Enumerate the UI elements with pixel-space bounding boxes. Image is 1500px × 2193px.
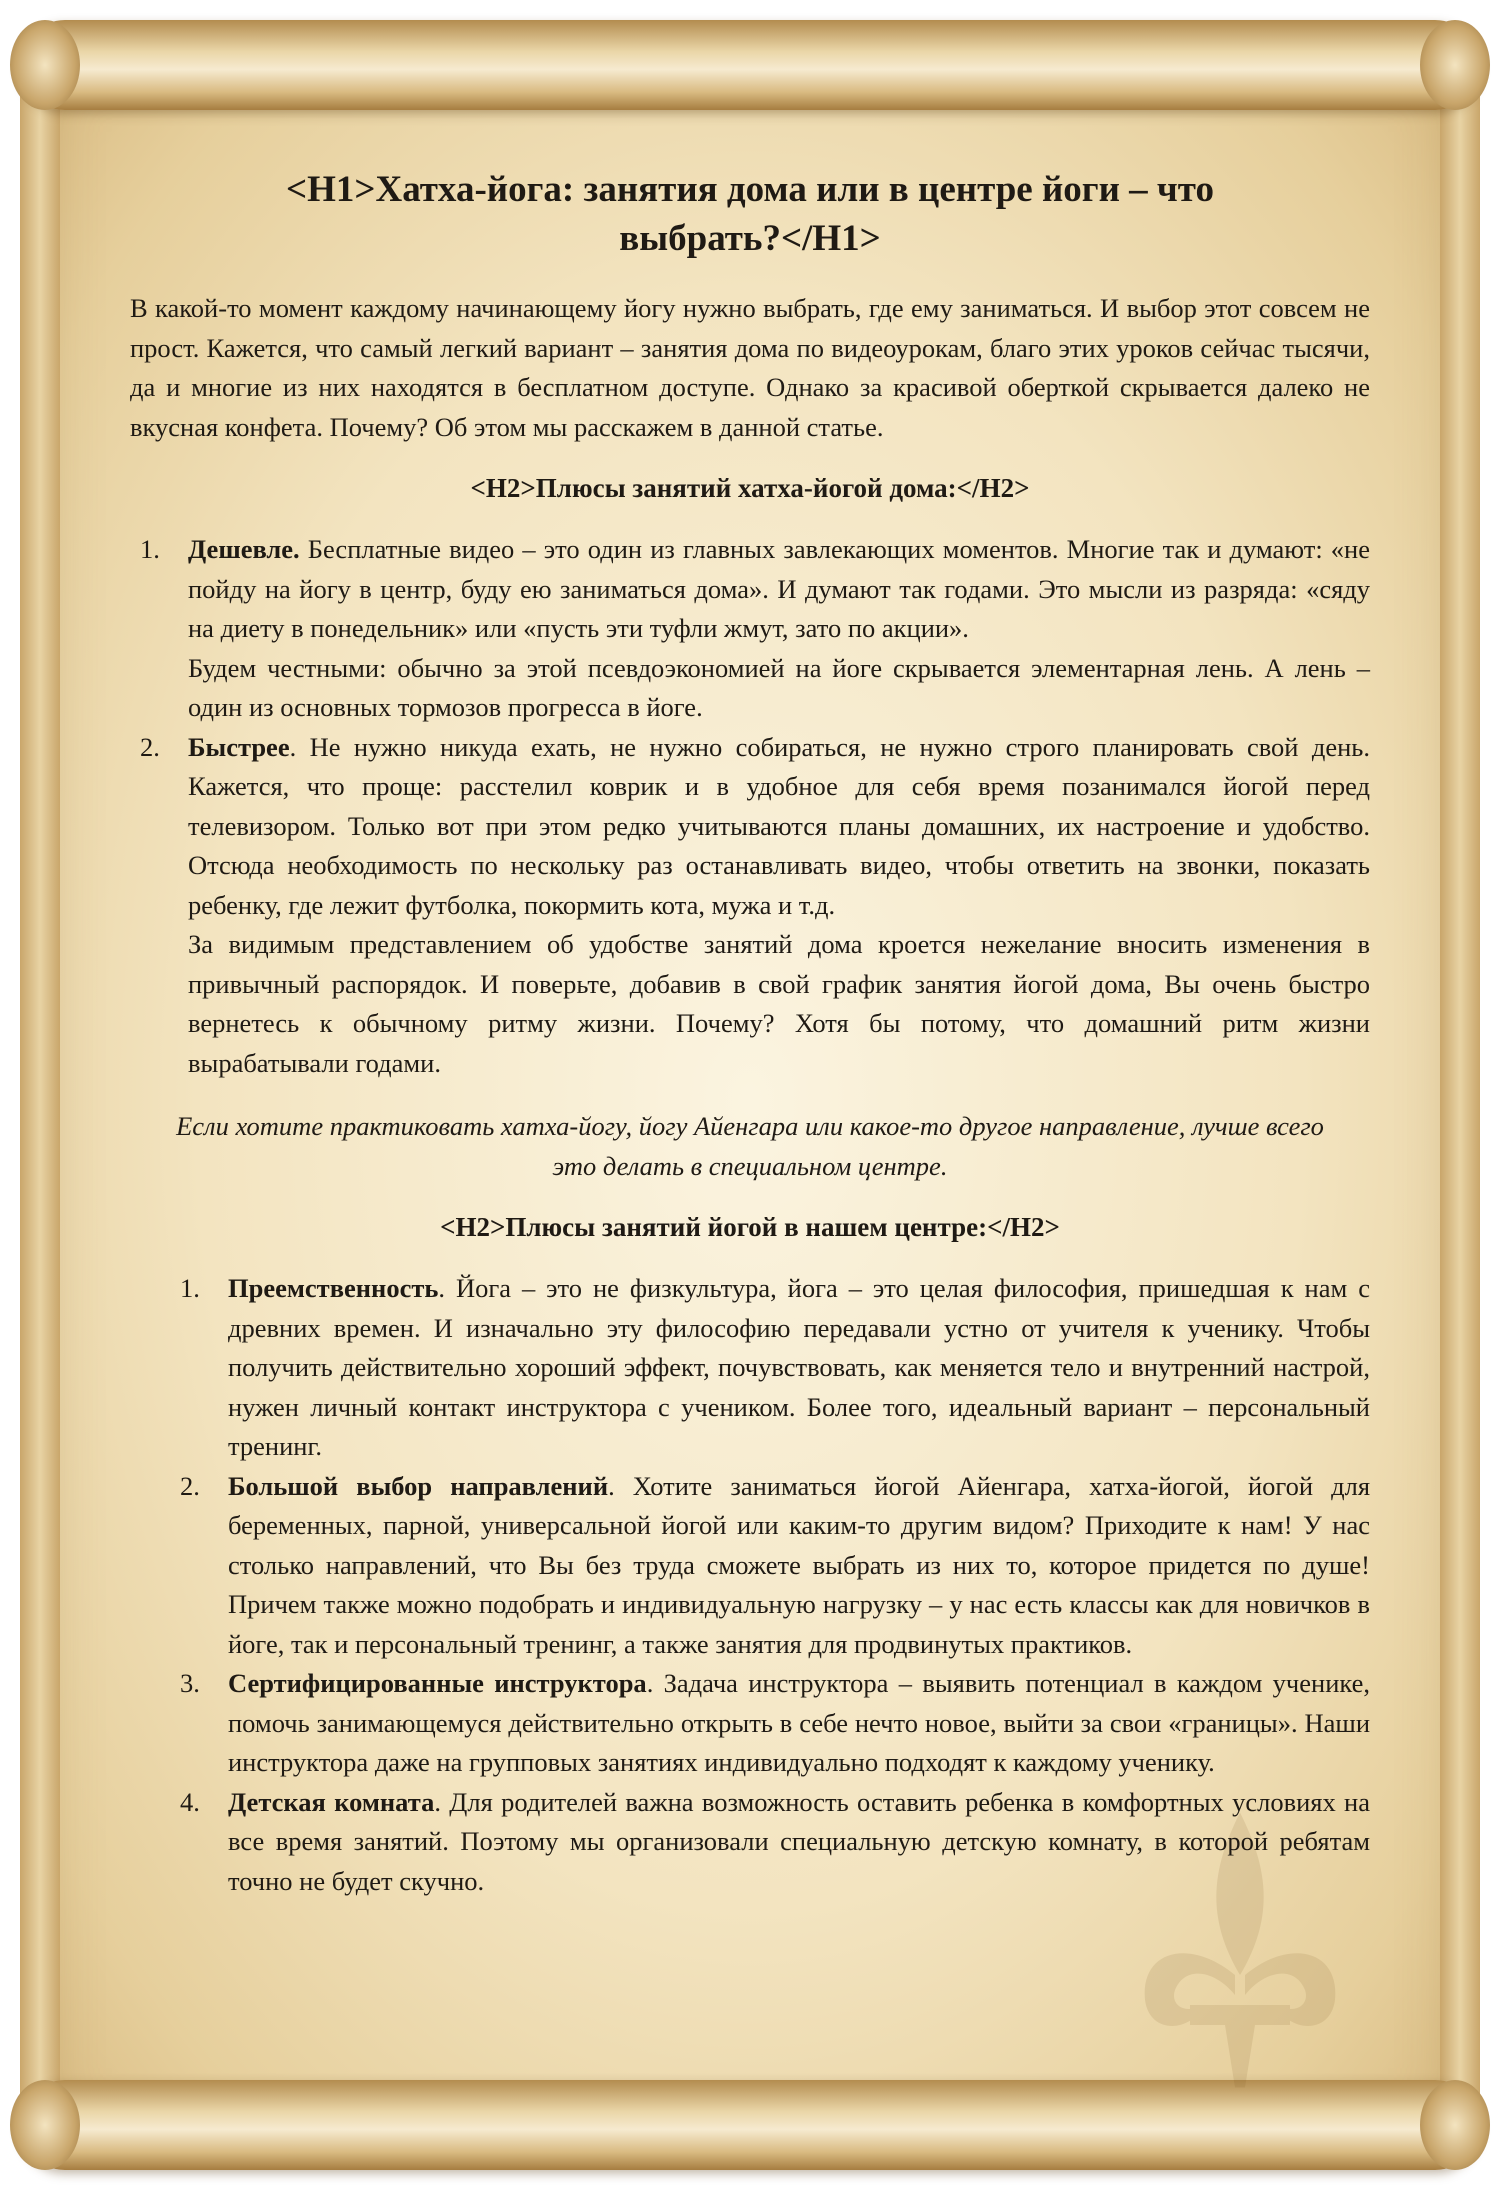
item-extra: За видимым представлением об удобстве занятий дома кроется нежелание вносить изменения в привычный распорядок. И поверьте, добавив в свой график занятия йогой дома, Вы очень быстро вернетесь к обычному ритму жизни. Почему? Хотя бы потому, что домашний ритм жизни вырабатывали годами. xyxy=(188,929,1370,1078)
item-title: Большой выбор направлений xyxy=(228,1470,609,1501)
list-item xyxy=(180,1664,1370,1783)
item-text: . Для родителей важна возможность оставить ребенка в комфортных условиях на все время занятий. Поэтому мы организовали специальную детскую комнату, в которой ребятам точно не будет скучно. xyxy=(228,1786,1370,1896)
item-text: . Йога – это не физкультура, йога – это целая философия, пришедшая к нам с древних времен. И изначально эту философию передавали устно от учителя к ученику. Чтобы получить действительно хороший эффект, почувствовать, как меняется тело и внутренний настрой, нужен личный контакт инструктора с учеником. Более того, идеальный вариант – персональный тренинг. xyxy=(228,1273,1370,1461)
scroll-roll-top-left-end xyxy=(10,20,80,110)
item-title: Сертифицированные инструктора xyxy=(228,1668,647,1698)
list-item xyxy=(140,728,1370,1084)
scroll-edge-right xyxy=(1440,60,1480,2140)
item-title: Детская комната xyxy=(228,1786,435,1817)
list-number: 2. xyxy=(140,731,160,762)
list-number: 3. xyxy=(180,1668,200,1698)
list-number: 1. xyxy=(140,534,160,564)
list-item xyxy=(180,1467,1370,1665)
item-text: . Хотите заниматься йогой Айенгара, хатха-йогой, йогой для беременных, парной, универсальной йогой или каким-то другим видом? Приходите к нам! У нас столько направлений, что Вы без труда сможете выбрать из них то, которое придется по душе! Причем также можно подобрать и индивидуальную нагрузку – у нас есть классы как для новичков в йоге, так и персональный тренинг, а также занятия для продвинутых практиков. xyxy=(228,1470,1371,1659)
item-title: Быстрее xyxy=(188,731,290,762)
scroll-roll-top xyxy=(20,20,1480,110)
scroll-roll-bottom-left-end xyxy=(10,2080,80,2170)
list-number: 1. xyxy=(180,1273,200,1303)
item-text: . Задача инструктора – выявить потенциал в каждом ученике, помочь занимающемуся действительно открыть в себе нечто новое, выйти за свои «границы». Наши инструктора даже на групповых занятиях индивидуально подходят к каждому ученику. xyxy=(228,1668,1370,1777)
section-heading-home: <H2>Плюсы занятий хатха-йогой дома:</H2> xyxy=(470,473,1030,503)
list-item xyxy=(180,1783,1370,1902)
section-heading-center: <H2>Плюсы занятий йогой в нашем центре:</H2> xyxy=(440,1212,1060,1242)
page-title: <H1>Хатха-йога: занятия дома или в центре йоги – что выбрать?</H1> xyxy=(286,169,1214,259)
list-item xyxy=(180,1269,1370,1467)
scroll-roll-top-right-end xyxy=(1420,20,1490,110)
intro-paragraph: В какой-то момент каждому начинающему йогу нужно выбрать, где ему заниматься. И выбор этот совсем не прост. Кажется, что самый легкий вариант – занятия дома по видеоурокам, благо этих уроков сейчас тысячи, да и многие из них находятся в бесплатном доступе. Однако за красивой оберткой скрывается далеко не вкусная конфета. Почему? Об этом мы расскажем в данной статье. xyxy=(130,293,1370,442)
list-item xyxy=(140,530,1370,728)
highlight-quote: Если хотите практиковать хатха-йогу, йогу Айенгара или какое-то другое направление, лучше всего это делать в специальном центре. xyxy=(176,1111,1324,1181)
scroll-edge-left xyxy=(20,60,60,2140)
item-text: Бесплатные видео – это один из главных завлекающих моментов. Многие так и думают: «не пойду на йогу в центр, буду ею заниматься дома». И думают так годами. Это мысли из разряда: «сяду на диету в понедельник» или «пусть эти туфли жмут, зато по акции». xyxy=(188,534,1370,643)
list-number: 2. xyxy=(180,1470,200,1501)
center-pros-list xyxy=(130,1269,1370,1901)
home-pros-list xyxy=(130,530,1370,1083)
item-extra: Будем честными: обычно за этой псевдоэкономией на йоге скрывается элементарная лень. А лень – один из основных тормозов прогресса в йоге. xyxy=(188,652,1370,722)
article xyxy=(130,165,1370,1901)
scroll-roll-bottom-right-end xyxy=(1420,2080,1490,2170)
item-text: . Не нужно никуда ехать, не нужно собираться, не нужно строго планировать свой день. Кажется, что проще: расстелил коврик и в удобное для себя время позанимался йогой перед телевизором. Только вот при этом редко учитываются планы домашних, их настроение и удобство. Отсюда необходимость по нескольку раз останавливать видео, чтобы ответить на звонки, показать ребенку, где лежит футболка, покормить кота, мужа и т.д. xyxy=(188,731,1370,920)
list-number: 4. xyxy=(180,1786,200,1817)
item-title: Преемственность xyxy=(228,1273,439,1303)
item-title: Дешевле. xyxy=(188,534,300,564)
